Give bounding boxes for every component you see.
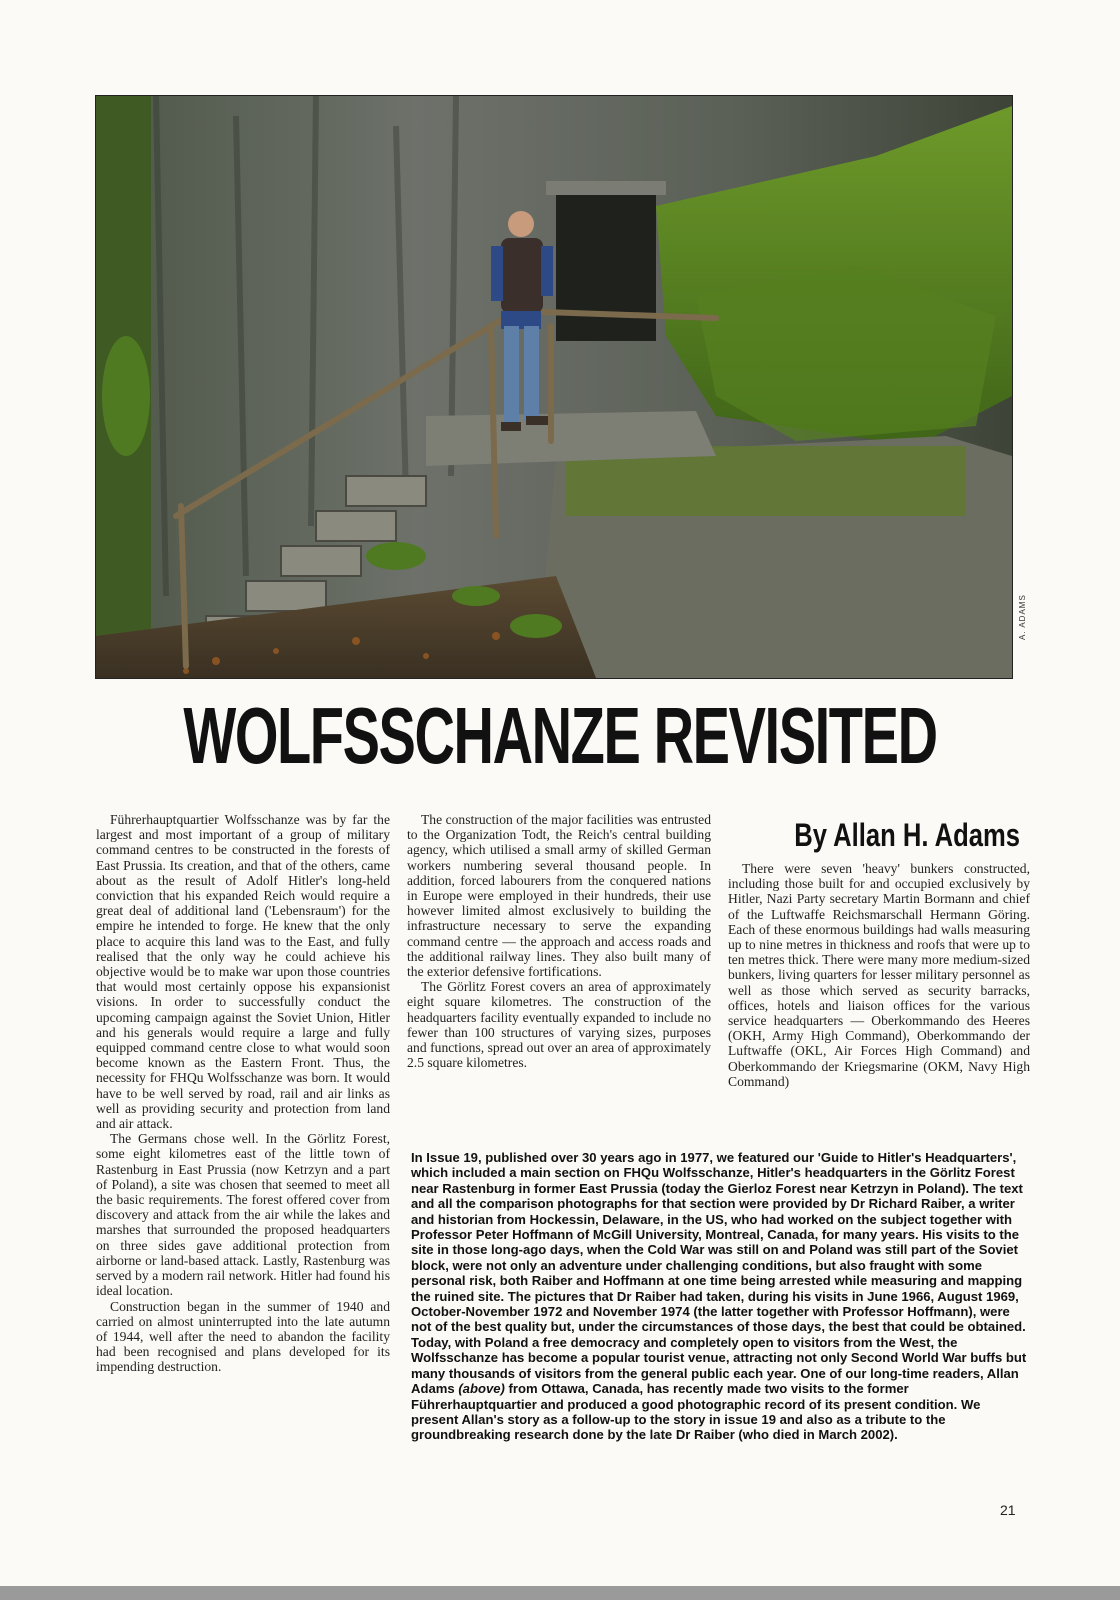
paragraph: Construction began in the summer of 1940 and carried on almost uninterrupted into the late autumn of 1944, well after the need to abandon the facility had been recognised and plans developed for its impending destruction. — [96, 1298, 390, 1375]
page-edge-band — [0, 1586, 1120, 1600]
hero-photo — [95, 95, 1013, 679]
intro-standfirst — [411, 1150, 1031, 1443]
body-column-1 — [96, 812, 390, 1375]
body-column-3 — [728, 861, 1030, 1089]
paragraph: There were seven 'heavy' bunkers constructed, including those built for and occupied exclusively by Hitler, Nazi Party secretary Martin Bormann and chief of the Luftwaffe Reichsmarschall Hermann Göring. Each of these enormous buildings had walls measuring up to nine metres in thickness and roofs that were up to ten metres thick. There were many more medium-sized bunkers, living quarters for lesser military personnel as well as those which served as security barracks, offices, hotels and liaison offices for the various service headquarters — Oberkommando des Heeres (OKH, Army High Command), Oberkommando der Luftwaffe (OKL, Air Forces High Command) and Oberkommando der Kriegsmarine (OKM, Navy High Command) — [728, 861, 1030, 1089]
bunker-ruins-photo — [96, 96, 1012, 678]
intro-emphasis: (above) — [458, 1381, 505, 1397]
paragraph: The construction of the major facilities was entrusted to the Organization Todt, the Reich's central building agency, which utilised a small army of skilled German workers numbering several thousand people. In addition, forced labourers from the conquered nations in Europe were employed in their hundreds, their use however limited almost exclusively to building the infrastructure necessary to serve the expanding command centre — the approach and access roads and the additional railway lines. They also built many of the exterior defensive fortifications. — [407, 812, 711, 980]
photo-credit: A. ADAMS — [1018, 594, 1027, 640]
page-number: 21 — [1000, 1502, 1016, 1518]
intro-text: In Issue 19, published over 30 years ago in 1977, we featured our 'Guide to Hitler's Headquarters', which included a main section on FHQu Wolfsschanze, Hitler's headquarters in the Görlitz Forest near Rastenburg in former East Prussia (today the Gierloz Forest near Ketrzyn in Poland). The text and all the comparison photographs for that section were provided by Dr Richard Raiber, a writer and historian from Hockessin, Delaware, in the US, who had worked on the subject together with Professor Peter Hoffmann of McGill University, Montreal, Canada, for many years. His visits to the site in those long-ago days, when the Cold War was still on and Poland was still part of the Soviet block, were not only an adventure under challenging conditions, but also fraught with some personal risk, both Raiber and Hoffmann at one time being arrested while measuring and mapping the ruined site. The pictures that Dr Raiber had taken, during his visits in June 1966, August 1969, October-November 1972 and November 1974 (the latter together with Professor Hoffmann), were not of the best quality but, under the circumstances of those days, the best that could be obtained. Today, with Poland a free democracy and completely open to visitors from the West, the Wolfsschanze has become a popular tourist venue, attracting not only Second World War buffs but many thousands of visitors from the general public each year. One of our long-time readers, Allan Adams — [411, 1150, 1027, 1397]
paragraph: Führerhauptquartier Wolfsschanze was by far the largest and most important of a group of military command centres to be constructed in the forests of East Prussia. Its creation, and that of the others, came about as the result of Adolf Hitler's long-held conviction that his expanded Reich would require a great deal of additional land ('Lebensraum') for the empire he intended to forge. He knew that the only place to acquire this land was to the East, and fully realised that the only way he could achieve his objective would be to make war upon those countries that would most certainly oppose his expansionist visions. In order to successfully conduct the upcoming campaign against the Soviet Union, Hitler and his generals would require a large and fully equipped command centre close to what would soon become known as the Eastern Front. Thus, the necessity for FHQu Wolfsschanze was born. It would have to be well served by road, rail and air links as well as providing security and protection from land and air attack. — [96, 812, 390, 1132]
article-byline: By Allan H. Adams — [794, 817, 1020, 853]
paragraph: The Germans chose well. In the Görlitz Forest, some eight kilometres east of the little town of Rastenburg in East Prussia (now Ketrzyn and a part of Poland), a site was chosen that seemed to meet all the basic requirements. The forest offered cover from discovery and attack from the air while the lakes and marshes that surrounded the proposed headquarters on three sides gave additional protection from airborne or land-based attack. Lastly, Rastenburg was served by a modern rail network. Hitler had found his ideal location. — [96, 1131, 390, 1299]
article-headline: WOLFSSCHANZE REVISITED — [183, 691, 937, 780]
body-column-2 — [407, 812, 711, 1070]
intro-text: from Ottawa, Canada, has recently made two visits to the former Führerhauptquartier and produced a good photographic record of its present condition. We present Allan's story as a follow-up to the story in issue 19 and also as a tribute to the groundbreaking research done by the late Dr Raiber (who died in March 2002). — [411, 1381, 981, 1443]
paragraph: The Görlitz Forest covers an area of approximately eight square kilometres. The construction of the headquarters facility eventually expanded to include no fewer than 100 structures of varying sizes, purposes and functions, spread out over an area of approximately 2.5 square kilometres. — [407, 979, 711, 1071]
